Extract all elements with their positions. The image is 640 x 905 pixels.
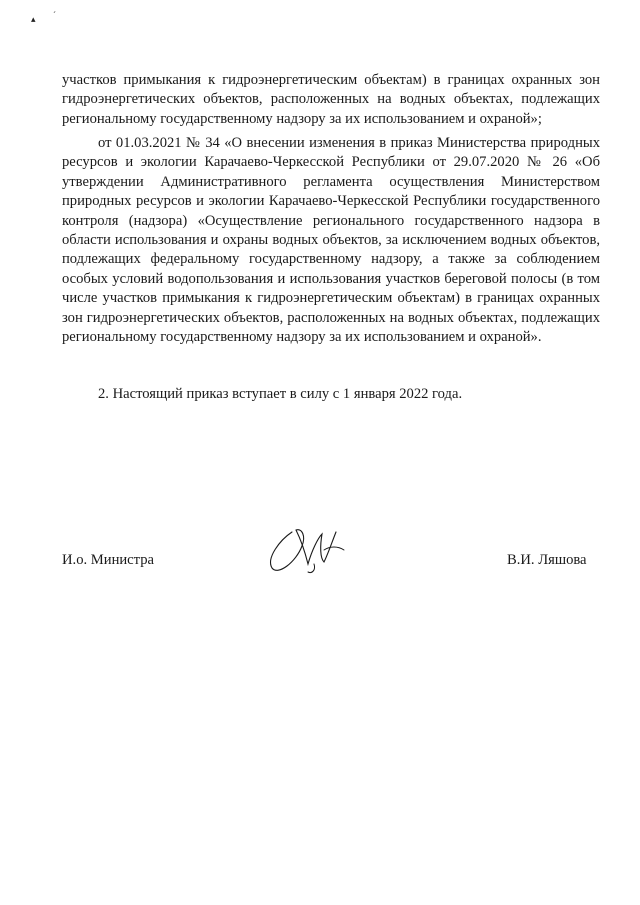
- scan-mark-right: ˊ: [53, 10, 56, 20]
- paragraph-continuation: участков примыкания к гидроэнергетическим объектам) в границах охранных зон гидроэнергетических объектов, расположенных на водных объектах, подлежащих региональному государственному надзору за их использованием и охраной»;: [62, 72, 600, 127]
- handwritten-signature-icon: [262, 520, 352, 576]
- signatory-name: В.И. Ляшова: [507, 552, 587, 568]
- signatory-title: И.о. Министра: [62, 552, 154, 568]
- scan-mark-left: ▴: [31, 14, 36, 24]
- paragraph-effective-date: 2. Настоящий приказ вступает в силу с 1 января 2022 года.: [98, 386, 463, 402]
- paragraph-order-reference: от 01.03.2021 № 34 «О внесении изменения в приказ Министерства природных ресурсов и экологии Карачаево-Черкесской Республики от 29.07.2020 № 26 «Об утверждении Административного регламента осуществления Министерством природных ресурсов и экологии Карачаево-Черкесской Республики государственного контроля (надзора) «Осуществление регионального государственного надзора в области использования и охраны водных объектов, за исключением водных объектов, подлежащих федеральному государственному надзору, а также за соблюдением особых условий водопользования и использования участков береговой полосы (в том числе участков примыкания к гидроэнергетическим объектам) в границах охранных зон гидроэнергетических объектов, расположенных на водных объектах, подлежащих региональному государственному надзору за их использованием и охраной».: [62, 135, 600, 346]
